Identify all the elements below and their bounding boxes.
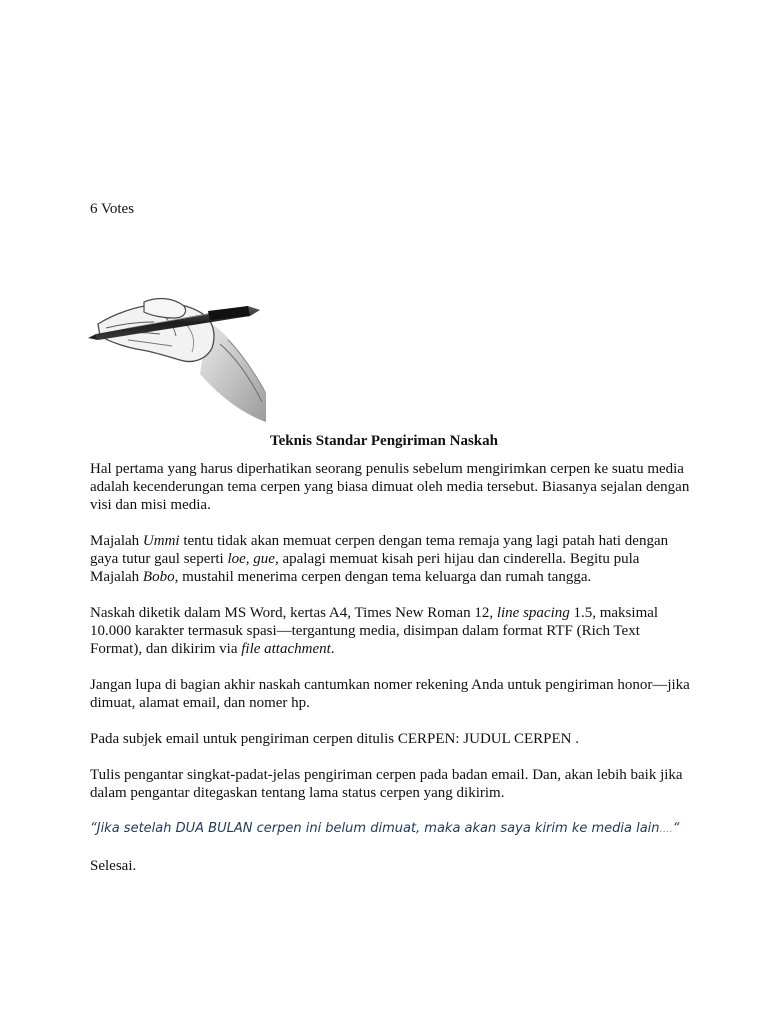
paragraph-pengantar: Tulis pengantar singkat-padat-jelas pengiriman cerpen pada badan email. Dan, akan lebih baik jika dalam pengantar ditegaskan tentang lama status cerpen yang dikirim. (90, 767, 683, 801)
hand-writing-with-pen-icon (88, 262, 270, 432)
document-title: Teknis Standar Pengiriman Naskah (270, 433, 498, 449)
votes-count: 6 Votes (90, 201, 135, 217)
paragraph-subjek: Pada subjek email untuk pengiriman cerpen ditulis CERPEN: JUDUL CERPEN . (90, 731, 579, 747)
paragraph-majalah: Majalah Ummi tentu tidak akan memuat cerpen dengan tema remaja yang lagi patah hati dengan gaya tutur gaul seperti loe, gue, apalagi memuat kisah peri hijau dan cinderella. Begitu pula Majalah Bobo, mustahil menerima cerpen dengan tema keluarga dan rumah tangga. (90, 533, 669, 585)
paragraph-rekening: Jangan lupa di bagian akhir naskah cantumkan nomer rekening Anda untuk pengiriman honor—jika dimuat, alamat email, dan nomer hp. (90, 677, 690, 711)
document-body (90, 460, 690, 893)
paragraph-selesai: Selesai. (90, 858, 137, 874)
paragraph-format: Naskah diketik dalam MS Word, kertas A4, Times New Roman 12, line spacing 1.5, maksimal 10.000 karakter termasuk spasi—tergantung media, disimpan dalam format RTF (Rich Text Format), dan dikirim via file attachment. (90, 605, 659, 657)
paragraph-intro: Hal pertama yang harus diperhatikan seorang penulis sebelum mengirimkan cerpen ke suatu media adalah kecenderungan tema cerpen yang biasa dimuat oleh media tersebut. Biasanya sejalan dengan visi dan misi media. (90, 461, 690, 513)
quote-text: “Jika setelah DUA BULAN cerpen ini belum dimuat, maka akan saya kirim ke media lain….“ (90, 821, 680, 836)
